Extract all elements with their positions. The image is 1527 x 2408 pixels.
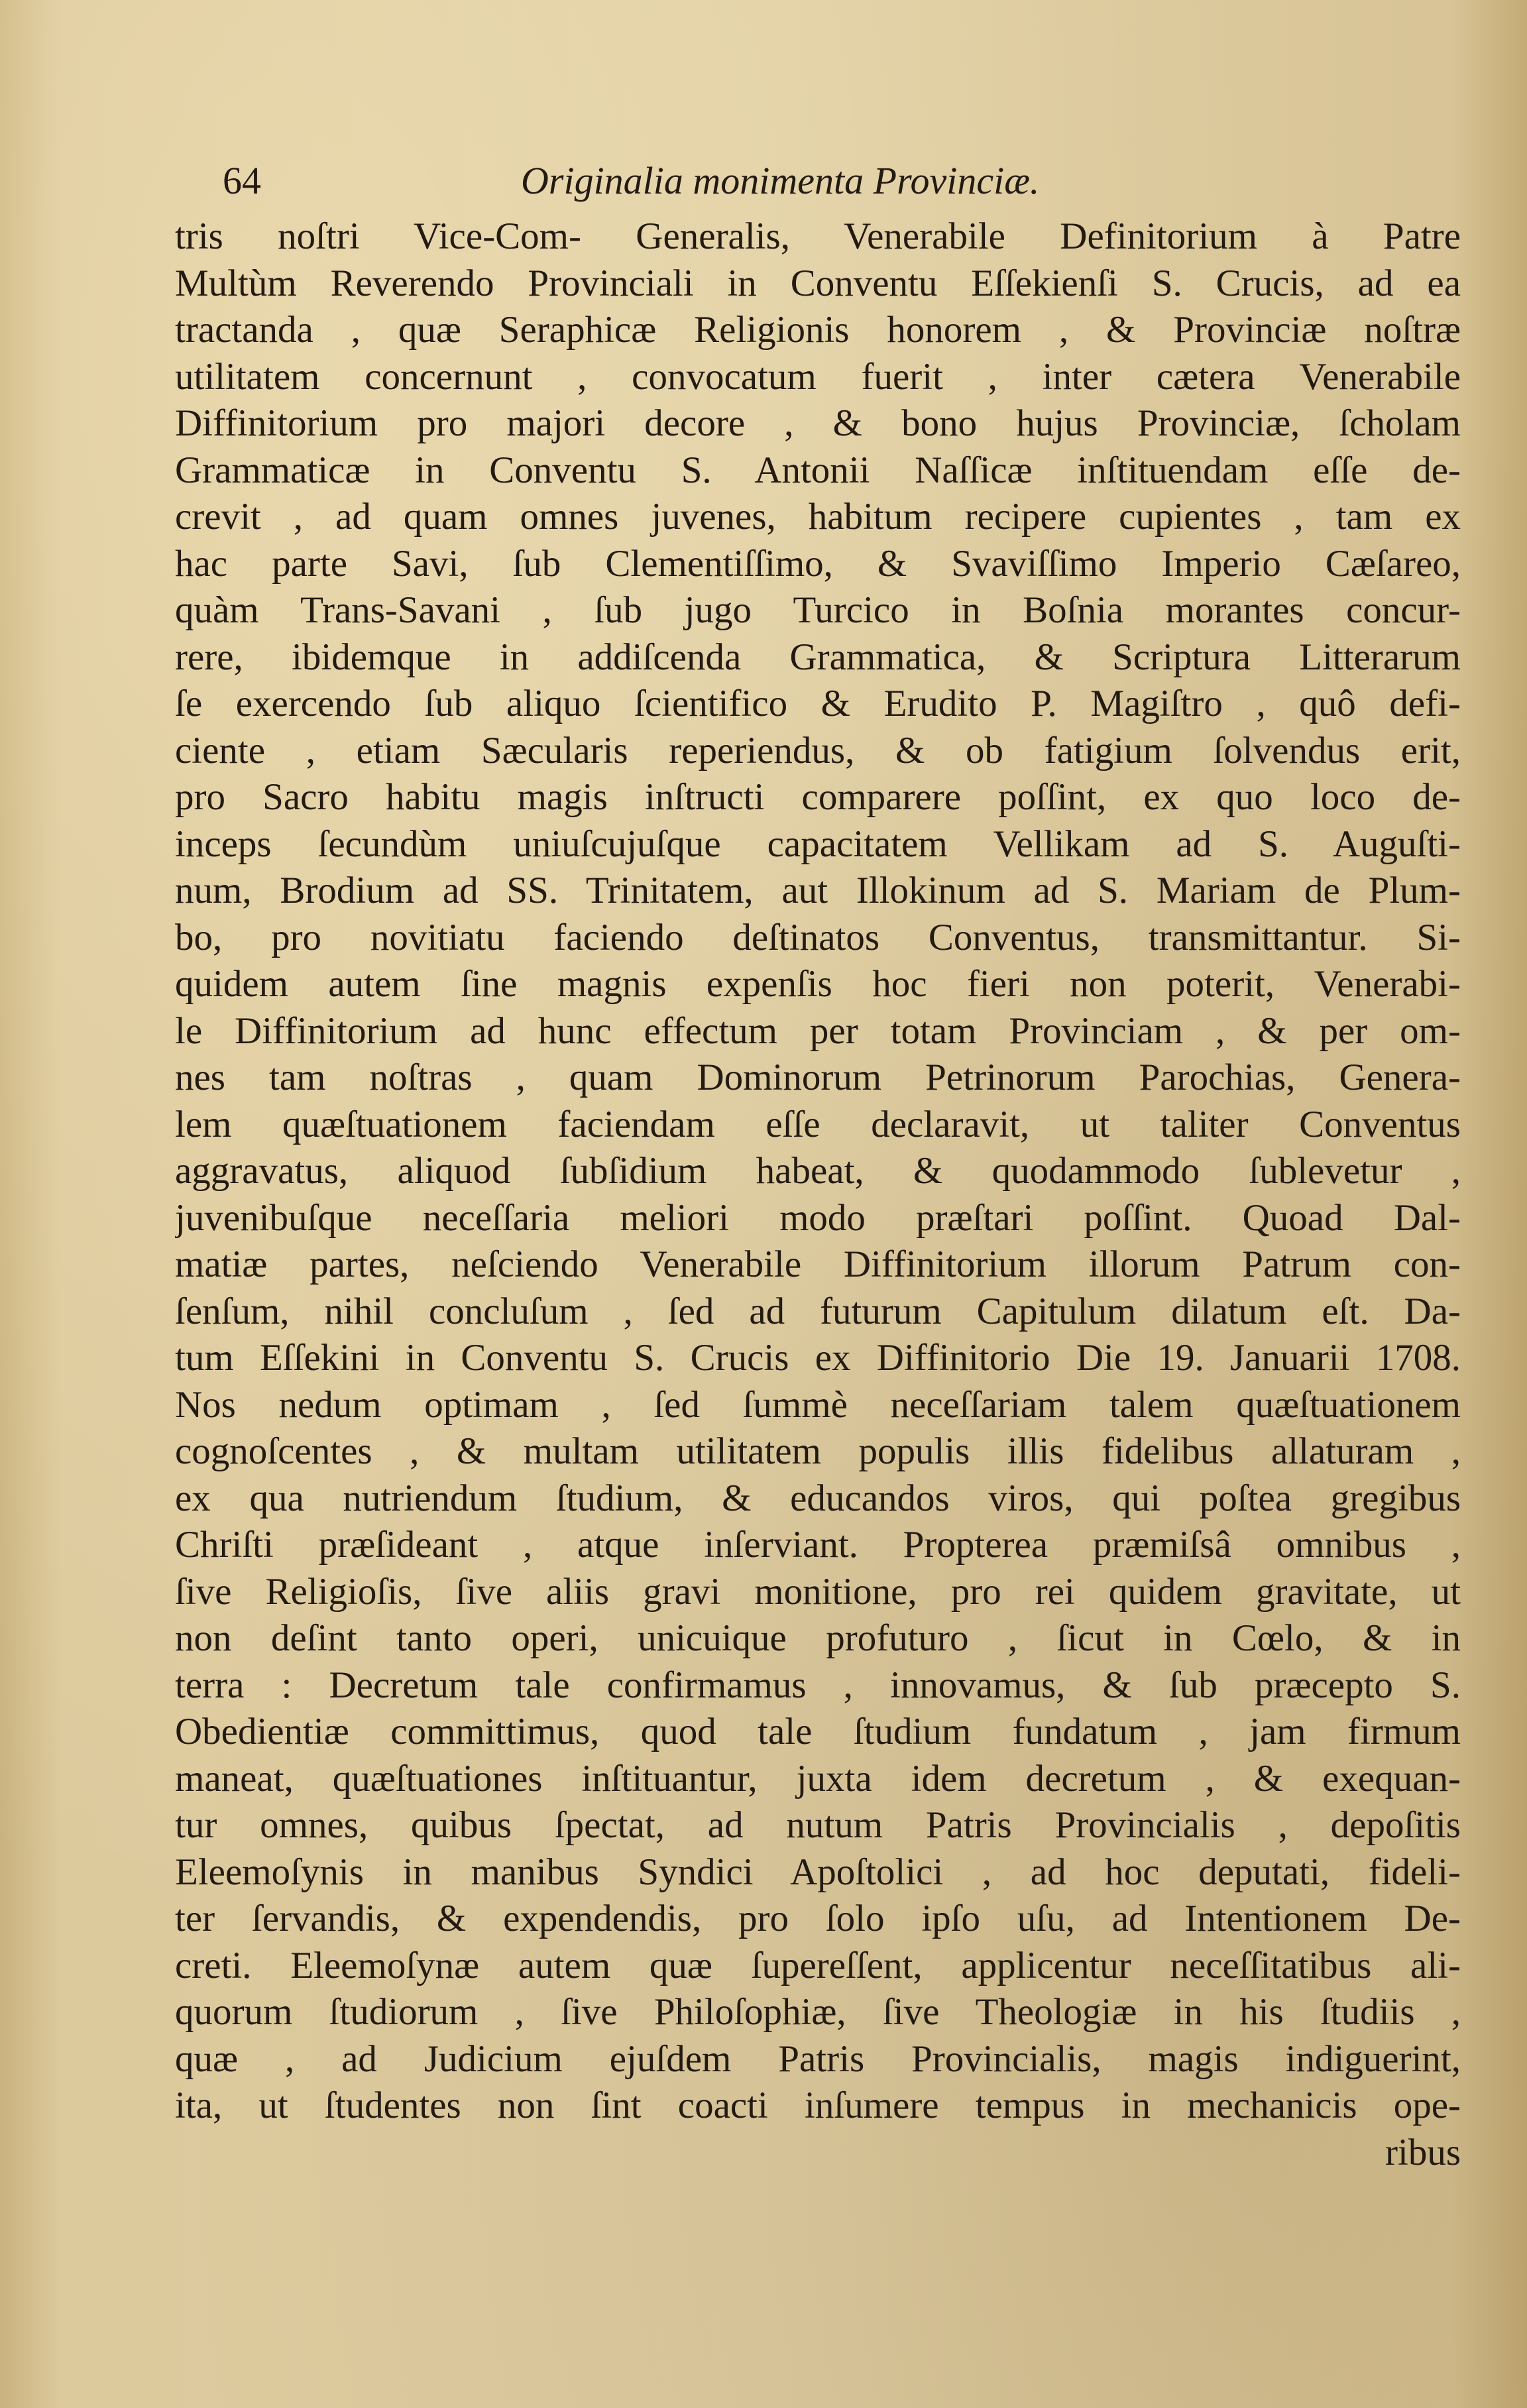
page-number: 64: [223, 159, 261, 202]
text-line: lem quæſtuationem faciendam eſſe declaravit, ut taliter Conventus: [175, 1103, 1461, 1145]
text-line: quidem autem ſine magnis expenſis hoc fieri non poterit, Venerabi-: [175, 963, 1461, 1005]
text-line: ſe exercendo ſub aliquo ſcientifico & Erudito P. Magiſtro , quô defi-: [175, 683, 1461, 724]
text-line: utilitatem concernunt , convocatum fuerit , inter cætera Venerabile: [175, 355, 1461, 398]
text-line: inceps ſecundùm uniuſcujuſque capacitatem Vellikam ad S. Auguſti-: [175, 823, 1461, 865]
running-title: Originalia monimenta Provinciæ.: [521, 159, 1040, 202]
text-line: Grammaticæ in Conventu S. Antonii Naſſicæ inſtituendam eſſe de-: [175, 449, 1461, 491]
text-line: pro Sacro habitu magis inſtructi comparere poſſint, ex quo loco de-: [175, 776, 1461, 818]
text-line: ſenſum, nihil concluſum , ſed ad futurum Capitulum dilatum eſt. Da-: [175, 1290, 1461, 1332]
text-line: hac parte Savi, ſub Clementiſſimo, & Svaviſſimo Imperio Cæſareo,: [175, 542, 1461, 585]
text-line: cognoſcentes , & multam utilitatem populis illis fidelibus allaturam ,: [175, 1430, 1461, 1472]
text-line: num, Brodium ad SS. Trinitatem, aut Illokinum ad S. Mariam de Plum-: [175, 870, 1461, 911]
text-line: Multùm Reverendo Provinciali in Conventu Eſſekienſi S. Crucis, ad ea: [175, 262, 1461, 304]
text-line: tur omnes, quibus ſpectat, ad nutum Patris Provincialis , depoſitis: [175, 1804, 1461, 1846]
text-line: Nos nedum optimam , ſed ſummè neceſſariam talem quæſtuationem: [175, 1383, 1461, 1426]
text-line: le Diffinitorium ad hunc effectum per totam Provinciam , & per om-: [175, 1009, 1461, 1052]
text-line: ter ſervandis, & expendendis, pro ſolo ipſo uſu, ad Intentionem De-: [175, 1898, 1461, 1939]
text-line: Chriſti præſideant , atque inſerviant. Propterea præmiſsâ omnibus ,: [175, 1524, 1461, 1566]
text-line: creti. Eleemoſynæ autem quæ ſupereſſent, applicentur neceſſitatibus ali-: [175, 1944, 1461, 1986]
text-line: tris noſtri Vice-Com- Generalis, Venerabile Definitorium à Patre: [175, 215, 1461, 257]
text-line: aggravatus, aliquod ſubſidium habeat, & quodammodo ſublevetur ,: [175, 1150, 1461, 1192]
text-line: matiæ partes, neſciendo Venerabile Diffinitorium illorum Patrum con-: [175, 1243, 1461, 1285]
text-line: nes tam noſtras , quam Dominorum Petrinorum Parochias, Genera-: [175, 1057, 1461, 1098]
text-line: quàm Trans-Savani , ſub jugo Turcico in Boſnia morantes concur-: [175, 589, 1461, 631]
text-line: tractanda , quæ Seraphicæ Religionis honorem , & Provinciæ noſtræ: [175, 309, 1461, 351]
text-line: maneat, quæſtuationes inſtituantur, juxta idem decretum , & exequan-: [175, 1757, 1461, 1800]
text-line: ita, ut ſtudentes non ſint coacti inſumere tempus in mechanicis ope-: [175, 2085, 1461, 2126]
body-text: [175, 213, 1461, 2176]
text-line: Diffinitorium pro majori decore , & bono hujus Provinciæ, ſcholam: [175, 402, 1461, 444]
text-line: juvenibuſque neceſſaria meliori modo præſtari poſſint. Quoad Dal-: [175, 1196, 1461, 1239]
catchword: ribus: [1385, 2131, 1461, 2173]
text-line: ciente , etiam Sæcularis reperiendus, & ob fatigium ſolvendus erit,: [175, 729, 1461, 772]
text-line: quorum ſtudiorum , ſive Philoſophiæ, ſive Theologiæ in his ſtudiis ,: [175, 1991, 1461, 2033]
text-line: ſive Religioſis, ſive aliis gravi monitione, pro rei quidem gravitate, ut: [175, 1570, 1461, 1613]
text-line: non deſint tanto operi, unicuique profuturo , ſicut in Cœlo, & in: [175, 1617, 1461, 1659]
text-line: ex qua nutriendum ſtudium, & educandos viros, qui poſtea gregibus: [175, 1477, 1461, 1519]
text-line: Eleemoſynis in manibus Syndici Apoſtolici , ad hoc deputati, fideli-: [175, 1851, 1461, 1893]
text-line: terra : Decretum tale confirmamus , innovamus, & ſub præcepto S.: [175, 1664, 1461, 1706]
text-line: Obedientiæ committimus, quod tale ſtudium fundatum , jam firmum: [175, 1711, 1461, 1752]
page-header: [223, 151, 1455, 211]
text-line: bo, pro novitiatu faciendo deſtinatos Conventus, transmittantur. Si-: [175, 916, 1461, 958]
text-line: rere, ibidemque in addiſcenda Grammatica, & Scriptura Litterarum: [175, 636, 1461, 678]
text-line: crevit , ad quam omnes juvenes, habitum recipere cupientes , tam ex: [175, 496, 1461, 538]
text-line: tum Eſſekini in Conventu S. Crucis ex Diffinitorio Die 19. Januarii 1708.: [175, 1337, 1461, 1379]
text-line: quæ , ad Judicium ejuſdem Patris Provincialis, magis indiguerint,: [175, 2037, 1461, 2080]
